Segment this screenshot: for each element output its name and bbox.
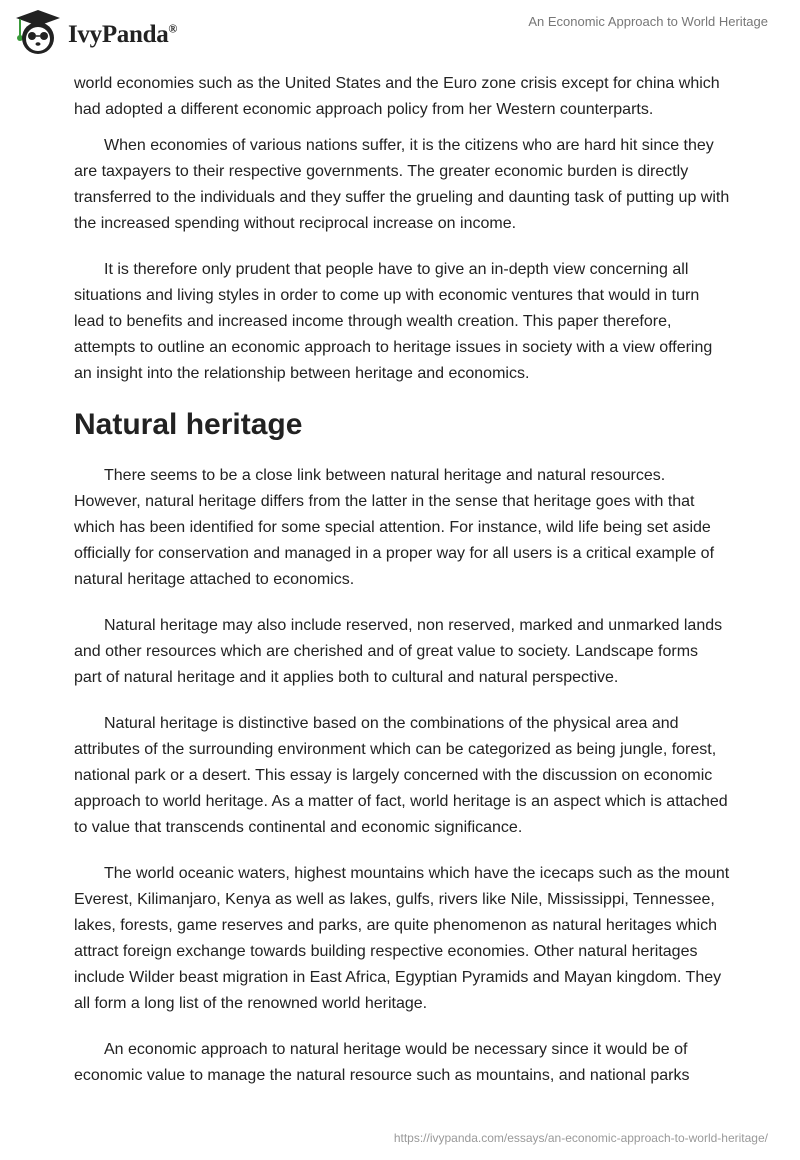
- paragraph: The world oceanic waters, highest mountains which have the icecaps such as the mount Everest, Kilimanjaro, Kenya as well as lakes, gulfs, rivers like Nile, Mississippi, Tennessee, lakes, forests, game reserves and parks, are quite phenomenon as natural heritages which attract foreign exchange towards building respective economies. Other natural heritages include Wilder beast migration in East Africa, Egyptian Pyramids and Mayan kingdom. They all form a long list of the renowned world heritage.: [74, 865, 730, 1012]
- document-title: An Economic Approach to World Heritage: [528, 14, 768, 29]
- panda-graduate-icon: [12, 8, 64, 56]
- paragraph: When economies of various nations suffer, it is the citizens who are hard hit since they are taxpayers to their respective governments. The greater economic burden is directly transferred to the individuals and they suffer the grueling and daunting task of putting up with the increased spending without reciprocal increase on income.: [74, 137, 730, 232]
- paragraph: An economic approach to natural heritage would be necessary since it would be of economic value to manage the natural resource such as mountains, and national parks: [74, 1041, 690, 1084]
- paragraph: There seems to be a close link between natural heritage and natural resources. However, natural heritage differs from the latter in the sense that heritage goes with that which has been identified for some special attention. For instance, wild life being set aside officially for conservation and managed in a proper way for all users is a critical example of natural heritage attached to economics.: [74, 467, 715, 588]
- paragraph: Natural heritage is distinctive based on the combinations of the physical area and attributes of the surrounding environment which can be categorized as being jungle, forest, national park or a desert. This essay is largely concerned with the discussion on economic approach to world heritage. As a matter of fact, world heritage is an aspect which is attached to value that transcends continental and economic significance.: [74, 715, 728, 836]
- source-url[interactable]: https://ivypanda.com/essays/an-economic-approach-to-world-heritage/: [393, 1131, 768, 1145]
- essay-body: [74, 71, 730, 1109]
- ivypanda-logo[interactable]: [12, 8, 177, 56]
- paragraph: It is therefore only prudent that people have to give an in-depth view concerning all situations and living styles in order to come up with economic ventures that would in turn lead to benefits and increased income through wealth creation. This paper therefore, attempts to outline an economic approach to heritage issues in society with a view offering an insight into the relationship between heritage and economics.: [74, 261, 713, 382]
- logo-text: IvyPanda®: [68, 21, 178, 48]
- paragraph: Natural heritage may also include reserved, non reserved, marked and unmarked lands and other resources which are cherished and of great value to society. Landscape forms part of natural heritage and it applies both to cultural and natural perspective.: [74, 617, 723, 686]
- section-heading: Natural heritage: [74, 408, 303, 441]
- page-header: [0, 0, 800, 60]
- paragraph: world economies such as the United States and the Euro zone crisis except for china which had adopted a different economic approach policy from her Western counterparts.: [74, 75, 720, 118]
